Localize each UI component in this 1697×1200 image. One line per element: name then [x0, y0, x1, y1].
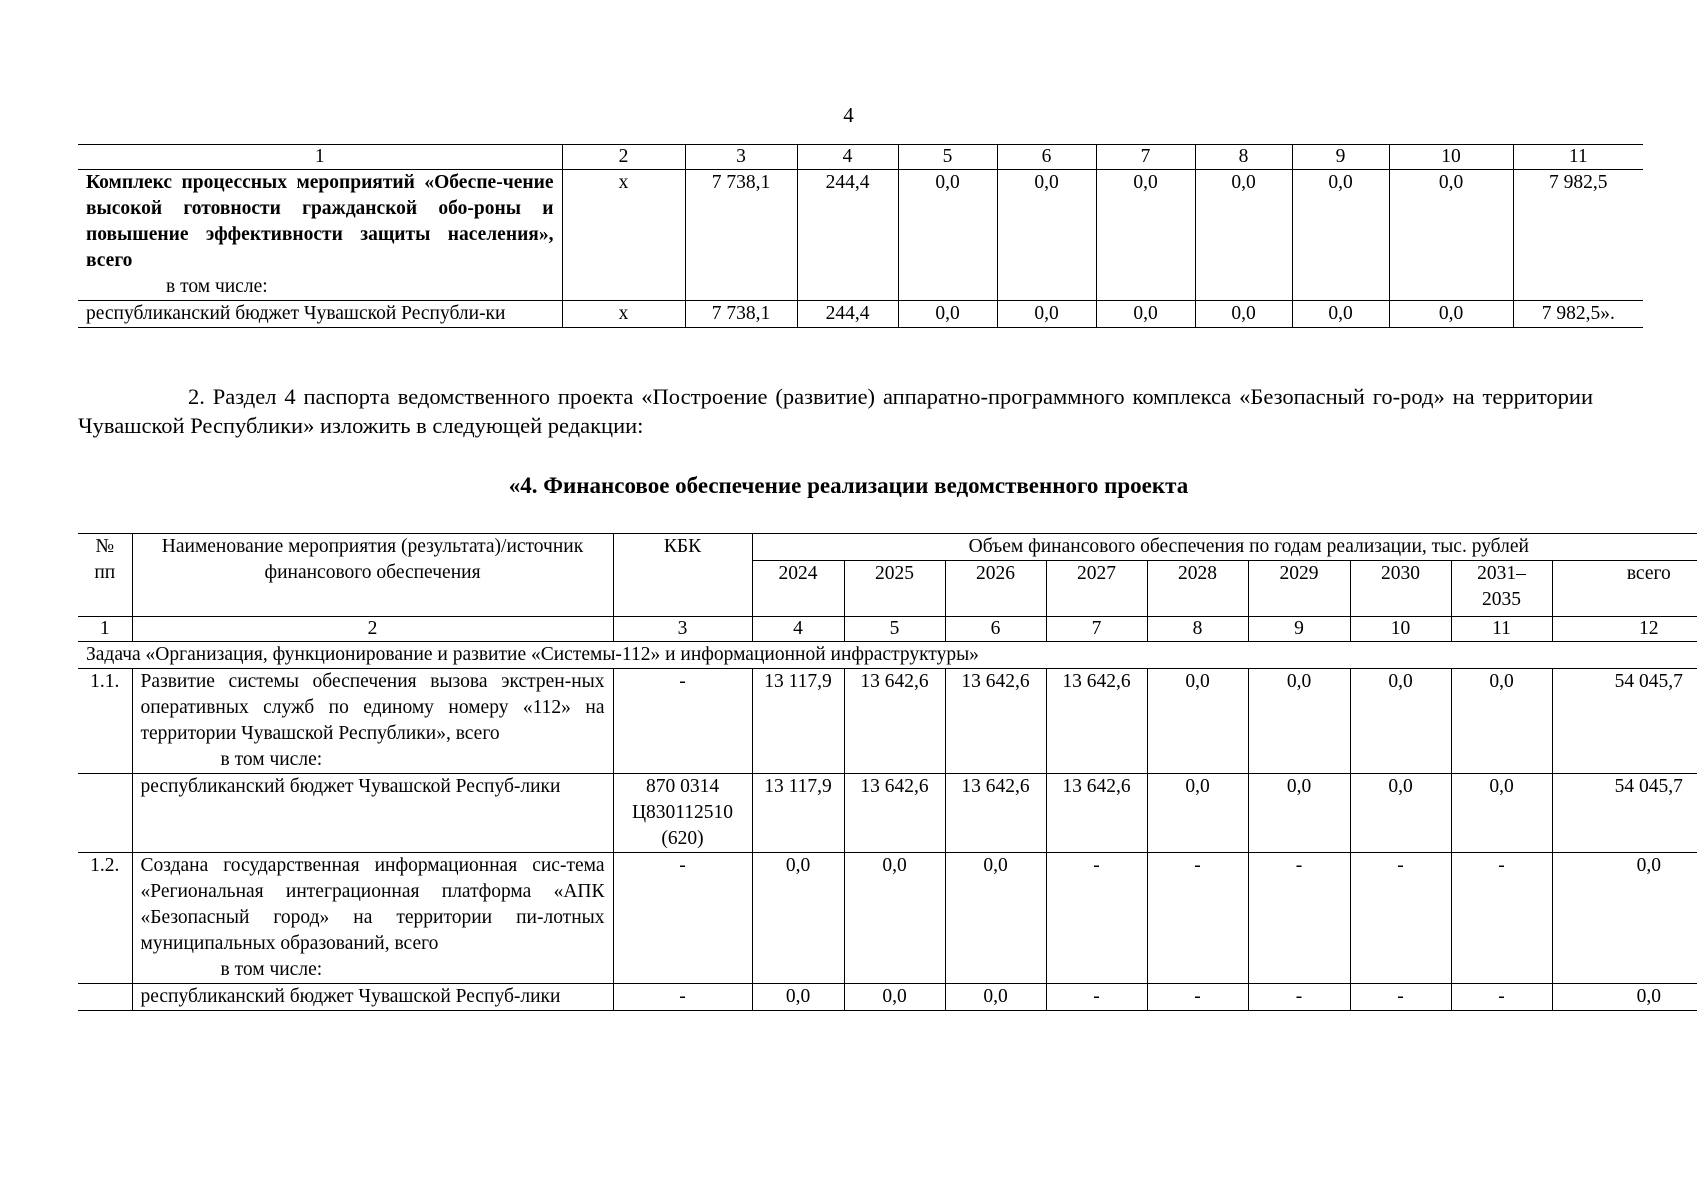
amendment-paragraph: 2. Раздел 4 паспорта ведомственного проекта «Построение (развитие) аппаратно-программного комплекса «Безопасный го-род» на территории Чувашской Республики» изложить в следующей редакции: — [78, 384, 1593, 438]
value-cell: 0,0 — [1552, 984, 1697, 1011]
row-number — [78, 984, 132, 1011]
section-heading: «4. Финансовое обеспечение реализации ведомственного проекта — [508, 473, 1189, 498]
table-row — [78, 301, 1643, 328]
value-cell: 54 045,7 — [1552, 669, 1697, 774]
value-cell: - — [1248, 853, 1350, 984]
column-number: 3 — [613, 617, 752, 642]
kbk-cell: - — [613, 669, 752, 774]
value-cell: - — [1147, 984, 1248, 1011]
column-number: 9 — [1248, 617, 1350, 642]
kbk-cell: х — [562, 170, 685, 301]
year-header: 2029 — [1248, 561, 1350, 617]
year-header: 2024 — [752, 561, 844, 617]
table-row — [78, 170, 1643, 301]
column-number: 7 — [1046, 617, 1147, 642]
header-cell: 9 — [1292, 145, 1389, 170]
header-kbk: КБК — [613, 534, 752, 617]
value-cell: - — [1147, 853, 1248, 984]
row-name-sub: в том числе: — [220, 749, 323, 770]
row-name: республиканский бюджет Чувашской Республи-ки — [78, 301, 562, 328]
row-name-sub: в том числе: — [220, 959, 323, 980]
header-name: Наименование мероприятия (результата)/источник финансового обеспечения — [132, 534, 613, 617]
value-cell: 54 045,7 — [1552, 774, 1697, 853]
table-row — [78, 984, 1697, 1011]
value-cell: - — [1046, 853, 1147, 984]
row-number: 1.1. — [78, 669, 132, 774]
table-row — [78, 669, 1697, 774]
value-cell: 0,0 — [752, 984, 844, 1011]
value-cell: 7 982,5». — [1513, 301, 1643, 328]
row-number: 1.2. — [78, 853, 132, 984]
task-row — [78, 642, 1697, 669]
value-cell: - — [1248, 984, 1350, 1011]
value-cell: - — [1451, 984, 1552, 1011]
column-number-row — [78, 617, 1697, 642]
header-cell: 7 — [1096, 145, 1195, 170]
kbk-cell: - — [613, 853, 752, 984]
year-header: 2030 — [1350, 561, 1451, 617]
column-number: 6 — [945, 617, 1046, 642]
value-cell: 13 117,9 — [752, 669, 844, 774]
value-cell: 0,0 — [752, 853, 844, 984]
value-cell: 0,0 — [1451, 669, 1552, 774]
column-number: 12 — [1552, 617, 1697, 642]
column-number: 5 — [844, 617, 945, 642]
header-cell: 3 — [685, 145, 797, 170]
header-cell: 10 — [1389, 145, 1513, 170]
value-cell: - — [1046, 984, 1147, 1011]
value-cell: 0,0 — [1195, 170, 1292, 301]
value-cell: 13 642,6 — [1046, 669, 1147, 774]
column-number: 4 — [752, 617, 844, 642]
value-cell: 0,0 — [997, 301, 1096, 328]
table-row — [78, 774, 1697, 853]
row-name-cell — [78, 170, 562, 301]
value-cell: 244,4 — [797, 170, 898, 301]
table-row — [78, 853, 1697, 984]
value-cell: 0,0 — [1552, 853, 1697, 984]
value-cell: 0,0 — [844, 984, 945, 1011]
value-cell: 13 642,6 — [844, 774, 945, 853]
value-cell: 0,0 — [898, 301, 997, 328]
column-number: 2 — [132, 617, 613, 642]
value-cell: 0,0 — [1350, 669, 1451, 774]
value-cell: 0,0 — [1248, 774, 1350, 853]
value-cell: 0,0 — [898, 170, 997, 301]
page-number: 4 — [843, 103, 854, 127]
year-header: 2025 — [844, 561, 945, 617]
column-number: 10 — [1350, 617, 1451, 642]
header-num: № пп — [78, 534, 132, 617]
value-cell: 7 738,1 — [685, 301, 797, 328]
value-cell: 13 642,6 — [945, 669, 1046, 774]
value-cell: 0,0 — [1292, 170, 1389, 301]
header-cell: 11 — [1513, 145, 1643, 170]
row-name: республиканский бюджет Чувашской Респуб-лики — [132, 774, 613, 853]
value-cell: 0,0 — [945, 853, 1046, 984]
row-name: Развитие системы обеспечения вызова экстрен-ных оперативных служб по единому номеру «112» на территории Чувашской Республики», всего — [140, 671, 605, 744]
header-cell: 6 — [997, 145, 1096, 170]
value-cell: - — [1451, 853, 1552, 984]
value-cell: 0,0 — [1147, 774, 1248, 853]
value-cell: 0,0 — [945, 984, 1046, 1011]
row-name: республиканский бюджет Чувашской Респуб-лики — [132, 984, 613, 1011]
value-cell: 0,0 — [997, 170, 1096, 301]
header-cell: 8 — [1195, 145, 1292, 170]
row-name-cell — [132, 669, 613, 774]
year-header: всего — [1552, 561, 1697, 617]
value-cell: 0,0 — [1350, 774, 1451, 853]
year-header: 2026 — [945, 561, 1046, 617]
kbk-cell: 870 0314 Ц830112510 (620) — [613, 774, 752, 853]
header-volume: Объем финансового обеспечения по годам реализации, тыс. рублей — [752, 534, 1697, 561]
value-cell: 0,0 — [844, 853, 945, 984]
value-cell: 0,0 — [1096, 170, 1195, 301]
value-cell: 13 642,6 — [844, 669, 945, 774]
year-header: 2027 — [1046, 561, 1147, 617]
value-cell: 0,0 — [1195, 301, 1292, 328]
table1-header-row — [78, 145, 1643, 170]
header-cell: 4 — [797, 145, 898, 170]
value-cell: - — [1350, 984, 1451, 1011]
column-number: 1 — [78, 617, 132, 642]
value-cell: 13 642,6 — [945, 774, 1046, 853]
header-cell: 5 — [898, 145, 997, 170]
value-cell: 7 738,1 — [685, 170, 797, 301]
value-cell: 244,4 — [797, 301, 898, 328]
year-header: 2031–2035 — [1451, 561, 1552, 617]
row-name: Создана государственная информационная сис-тема «Региональная интеграционная платформа «АПК «Безопасный город» на территории пи-лотных муниципальных образований, всего — [140, 855, 605, 954]
financing-table — [78, 533, 1697, 1011]
value-cell: 0,0 — [1389, 301, 1513, 328]
value-cell: 0,0 — [1292, 301, 1389, 328]
table-continuation — [78, 144, 1643, 328]
column-number: 8 — [1147, 617, 1248, 642]
value-cell: 13 117,9 — [752, 774, 844, 853]
task-title: Задача «Организация, функционирование и развитие «Системы-112» и информационной инфраструктуры» — [78, 642, 1697, 669]
kbk-cell: х — [562, 301, 685, 328]
value-cell: 0,0 — [1451, 774, 1552, 853]
year-header: 2028 — [1147, 561, 1248, 617]
value-cell: 0,0 — [1248, 669, 1350, 774]
row-name-sub: в том числе: — [166, 276, 268, 297]
value-cell: 7 982,5 — [1513, 170, 1643, 301]
kbk-cell: - — [613, 984, 752, 1011]
value-cell: - — [1350, 853, 1451, 984]
value-cell: 0,0 — [1389, 170, 1513, 301]
header-cell: 2 — [562, 145, 685, 170]
row-name-cell — [132, 853, 613, 984]
value-cell: 0,0 — [1147, 669, 1248, 774]
column-number: 11 — [1451, 617, 1552, 642]
row-number — [78, 774, 132, 853]
value-cell: 0,0 — [1096, 301, 1195, 328]
row-name: Комплекс процессных мероприятий «Обеспе-чение высокой готовности гражданской обо-роны и повышение эффективности защиты населения», всего — [86, 172, 554, 271]
header-row — [78, 534, 1697, 561]
header-cell: 1 — [78, 145, 562, 170]
value-cell: 13 642,6 — [1046, 774, 1147, 853]
